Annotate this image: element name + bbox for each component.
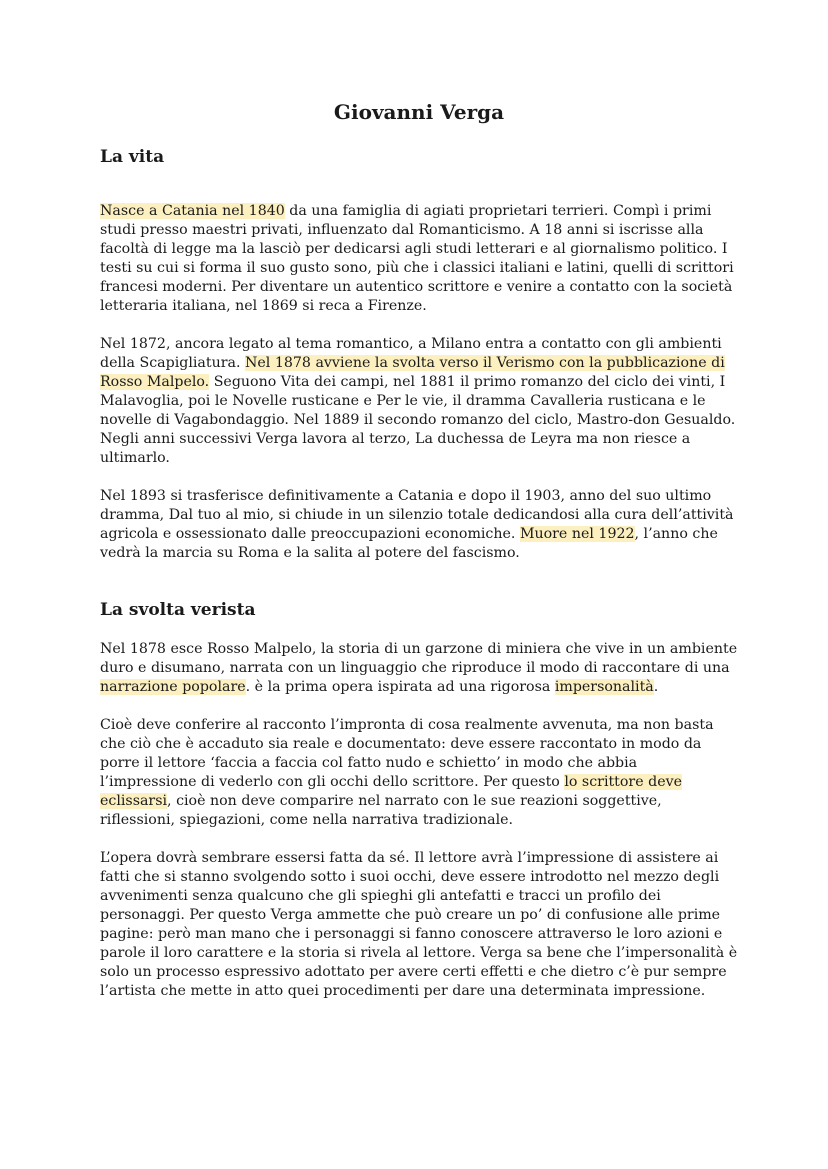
highlighted-text: Muore nel 1922	[519, 526, 635, 542]
paragraph-text: da una famiglia di agiati proprietari terrieri. Compì i primi studi presso maestri privati, influenzato dal Romanticismo. A 18 anni si iscrisse alla facoltà di legge ma la lasciò per dedicarsi agli studi letterari e al giornalismo politico. I testi su cui si forma il suo gusto sono, più che i classici italiani e latini, quelli di scrittori francesi moderni. Per diventare un autentico scrittore e venire a contatto con la società letteraria italiana, nel 1869 si reca a Firenze.	[100, 203, 734, 314]
highlighted-text: Nasce a Catania nel 1840	[100, 203, 285, 219]
highlighted-text: impersonalità	[554, 679, 654, 695]
paragraph-text: L’opera dovrà sembrare essersi fatta da sé. Il lettore avrà l’impressione di assistere ai fatti che si stanno svolgendo sotto i suoi occhi, deve essere introdotto nel mezzo degli avvenimenti senza qualcuno che gli spieghi gli antefatti e tracci un profilo dei personaggi. Per questo Verga ammette che può creare un po’ di confusione alle prime pagine: però man mano che i personaggi si fanno conoscere attraverso le loro azioni e parole il loro carattere e la storia si rivela al lettore. Verga sa bene che l’impersonalità è solo un processo espressivo adottato per avere certi effetti e che dietro c’è pur sempre l’artista che mette in atto quei procedimenti per dare una determinata impressione.	[100, 850, 738, 999]
document-title: Giovanni Verga	[333, 100, 505, 124]
paragraph	[100, 202, 738, 316]
highlighted-text: lo scrittore deve eclissarsi	[100, 774, 683, 809]
highlighted-text: narrazione popolare	[100, 679, 246, 695]
paragraph-text: .	[653, 679, 659, 695]
section-heading-svolta-verista: La svolta verista	[100, 600, 256, 620]
section-heading-la-vita: La vita	[100, 147, 165, 167]
paragraph-text: Nel 1893 si trasferisce definitivamente a Catania e dopo il 1903, anno del suo ultimo dramma, Dal tuo al mio, si chiude in un silenzio totale dedicandosi alla cura dell’attività agricola e ossessionato dalle preoccupazioni economiche.	[100, 488, 734, 542]
paragraph-text: Seguono Vita dei campi, nel 1881 il primo romanzo del ciclo dei vinti, I Malavoglia, poi le Novelle rusticane e Per le vie, il dramma Cavalleria rusticana e le novelle di Vagabondaggio. Nel 1889 il secondo romanzo del ciclo, Mastro-don Gesualdo. Negli anni successivi Verga lavora al terzo, La duchessa de Leyra ma non riesce a ultimarlo.	[100, 374, 736, 466]
paragraph-text: Cioè deve conferire al racconto l’impronta di cosa realmente avvenuta, ma non basta che ciò che è accaduto sia reale e documentato: deve essere raccontato in modo da porre il lettore ‘faccia a faccia col fatto nudo e schietto’ in modo che abbia l’impressione di vederlo con gli occhi dello scrittore. Per questo	[100, 717, 714, 790]
paragraph-text: Nel 1872, ancora legato al tema romantico, a Milano entra a contatto con gli ambienti della Scapigliatura.	[100, 336, 722, 371]
paragraph	[100, 849, 738, 1001]
paragraph	[100, 487, 738, 563]
paragraph-text: Nel 1878 esce Rosso Malpelo, la storia di un garzone di miniera che vive in un ambiente duro e disumano, narrata con un linguaggio che riproduce il modo di raccontare di una	[100, 641, 738, 676]
paragraph	[100, 640, 738, 697]
paragraph	[100, 335, 738, 468]
paragraph	[100, 716, 738, 830]
paragraph-text: , cioè non deve comparire nel narrato con le sue reazioni soggettive, riflessioni, spiegazioni, come nella narrativa tradizionale.	[100, 793, 662, 828]
paragraph-text: , l’anno che vedrà la marcia su Roma e la salita al potere del fascismo.	[100, 526, 718, 561]
highlighted-text: Nel 1878 avviene la svolta verso il Verismo con la pubblicazione di Rosso Malpelo.	[100, 355, 725, 390]
paragraph-text: . è la prima opera ispirata ad una rigorosa	[245, 679, 555, 695]
